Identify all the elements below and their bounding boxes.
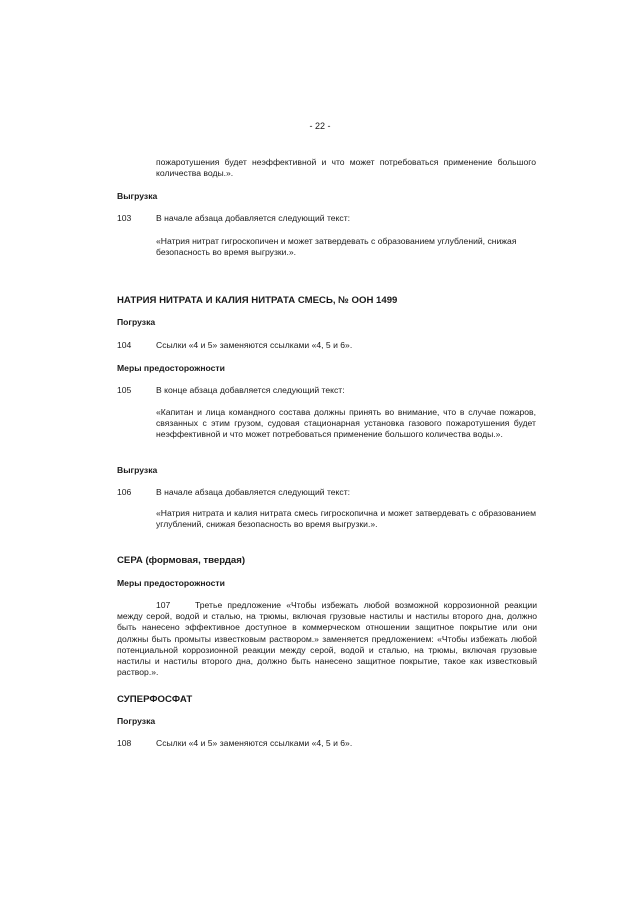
cargo-title-nitrate-mixture: НАТРИЯ НИТРАТА И КАЛИЯ НИТРАТА СМЕСЬ, № ООН 1499 bbox=[117, 295, 398, 306]
paragraph-text: В начале абзаца добавляется следующий текст: bbox=[156, 213, 351, 223]
paragraph-107 bbox=[117, 600, 537, 678]
paragraph-number: 103 bbox=[117, 213, 132, 223]
section-heading-unloading: Выгрузка bbox=[117, 465, 158, 475]
paragraph-text: В начале абзаца добавляется следующий текст: bbox=[156, 487, 351, 497]
section-heading-unloading: Выгрузка bbox=[117, 191, 158, 201]
cargo-title-sulphur: СЕРА (формовая, твердая) bbox=[117, 555, 246, 566]
paragraph-text: Ссылки «4 и 5» заменяются ссылками «4, 5 и 6». bbox=[156, 340, 353, 350]
paragraph-number: 106 bbox=[117, 487, 132, 497]
paragraph-text: Третье предложение «Чтобы избежать любой возможной коррозионной реакции между серой, водой и сталью, на трюмы, включая грузовые настилы и настилы второго дна, должно быть нанесено эффективное доступное в коммерческом отношении защитное покрытие или они должны быть промыты известковым раствором.» заменяется предложением: «Чтобы избежать любой потенциальной коррозионной реакции между серой, водой и сталью, на трюмы, включая грузовые настилы и настилы второго дна, должно быть нанесено защитное покрытие, такое как известковый раствор.». bbox=[117, 600, 537, 678]
quote-text: «Натрия нитрата и калия нитрата смесь гигроскопична и может затвердевать с образованием углублений, снижая безопасность во время выгрузки.». bbox=[156, 508, 536, 530]
section-heading-precautions: Меры предосторожности bbox=[117, 578, 225, 588]
paragraph-number: 107 bbox=[156, 600, 171, 610]
cargo-title-superphosphate: СУПЕРФОСФАТ bbox=[117, 694, 193, 705]
paragraph-number: 105 bbox=[117, 385, 132, 395]
paragraph-number: 104 bbox=[117, 340, 132, 350]
quote-text: «Капитан и лица командного состава должны принять во внимание, что в случае пожаров, связанных с этим грузом, судовая стационарная установка газового пожаротушения будет неэффективной и что может потребоваться применение большого количества воды.». bbox=[156, 407, 536, 440]
paragraph-text: Ссылки «4 и 5» заменяются ссылками «4, 5 и 6». bbox=[156, 738, 353, 748]
paragraph-number: 108 bbox=[117, 738, 132, 748]
section-heading-loading: Погрузка bbox=[117, 317, 156, 327]
section-heading-loading: Погрузка bbox=[117, 716, 156, 726]
quote-continuation: пожаротушения будет неэффективной и что может потребоваться применение большого количества воды.». bbox=[156, 157, 536, 179]
page-number: - 22 - bbox=[309, 121, 331, 131]
paragraph-text: В конце абзаца добавляется следующий текст: bbox=[156, 385, 345, 395]
quote-text: «Натрия нитрат гигроскопичен и может затвердевать с образованием углублений, снижая безопасность во время выгрузки.». bbox=[156, 236, 517, 258]
section-heading-precautions: Меры предосторожности bbox=[117, 363, 225, 373]
